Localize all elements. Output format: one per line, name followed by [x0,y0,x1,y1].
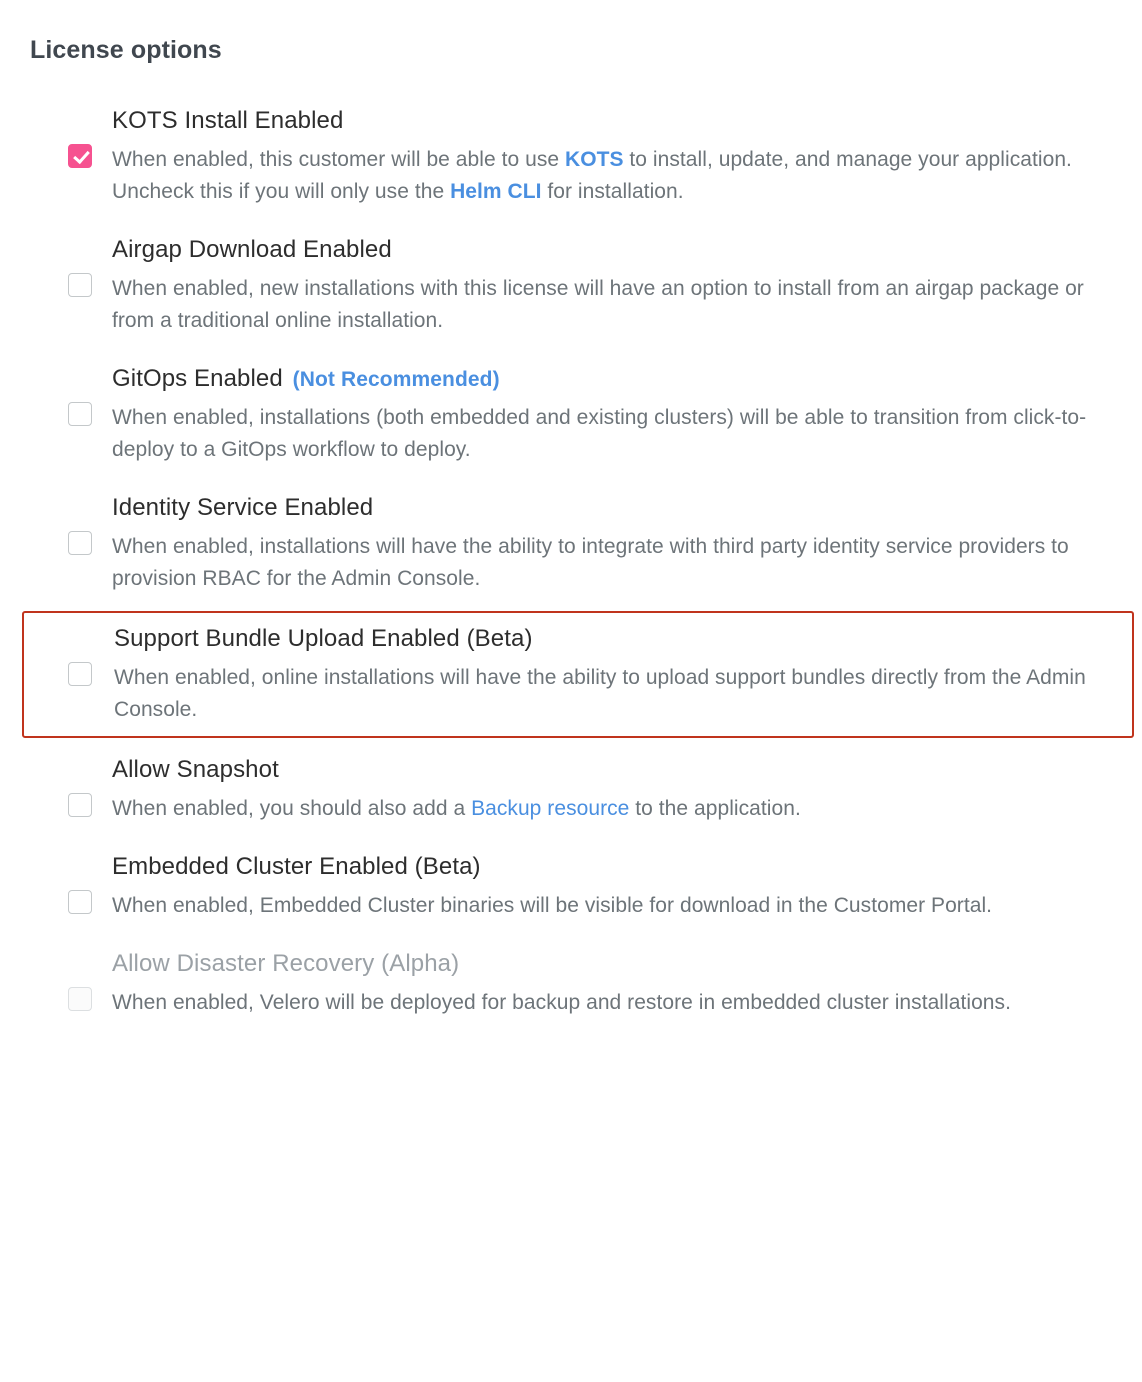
option-title [112,492,1090,523]
option-description-link[interactable]: Helm CLI [450,180,542,204]
option-description [112,144,1090,208]
option-title-text: Allow Disaster Recovery (Alpha) [112,950,460,978]
license-option-support-bundle-upload-enabled[interactable] [22,611,1134,738]
checkbox-kots-install-enabled[interactable] [68,144,92,168]
option-description-text: When enabled, Velero will be deployed for backup and restore in embedded cluster installations. [112,991,1011,1015]
option-title-text: GitOps Enabled [112,365,283,392]
option-title-note: (Not Recommended) [292,368,500,391]
option-description [112,987,1090,1019]
option-description [114,662,1110,726]
checkbox-gitops-enabled[interactable] [68,402,92,426]
option-description [112,890,1090,922]
option-title-text: Identity Service Enabled [112,494,374,521]
option-description-link[interactable]: KOTS [564,148,624,172]
option-description-link[interactable]: Backup resource [471,797,630,821]
option-title [112,754,1090,785]
option-title-text: Allow Snapshot [112,756,279,783]
checkbox-identity-service-enabled[interactable] [68,531,92,555]
option-description-text: for installation. [541,180,684,204]
checkbox-support-bundle-upload-enabled[interactable] [68,662,92,686]
checkbox-embedded-cluster-enabled[interactable] [68,890,92,914]
option-title-text: KOTS Install Enabled [112,107,344,134]
checkbox-allow-snapshot[interactable] [68,793,92,817]
option-description-text: When enabled, online installations will have the ability to upload support bundles directly from the Admin Console. [114,666,1086,722]
option-title-text: Airgap Download Enabled [112,236,392,263]
license-option-gitops-enabled[interactable] [30,353,1112,476]
option-title [112,851,1090,882]
option-description [112,402,1090,466]
option-title [112,363,1090,394]
option-title [112,948,1090,979]
option-description-text: When enabled, new installations with this license will have an option to install from an airgap package or from a traditional online installation. [112,277,1084,333]
license-option-embedded-cluster-enabled[interactable] [30,841,1112,932]
option-description-text: When enabled, Embedded Cluster binaries will be visible for download in the Customer Portal. [112,894,993,918]
option-description-text: When enabled, installations will have the ability to integrate with third party identity service providers to provision RBAC for the Admin Console. [112,535,1069,591]
license-options-list [30,95,1112,1029]
option-title-text: Support Bundle Upload Enabled (Beta) [114,625,533,652]
license-option-allow-disaster-recovery[interactable] [30,938,1112,1029]
option-description-text: to install, update, and manage your application. Uncheck this if you will only use the [112,148,1072,204]
license-option-allow-snapshot[interactable] [30,744,1112,835]
license-option-kots-install-enabled[interactable] [30,95,1112,218]
option-description-text: to the application. [629,797,801,821]
option-description-text: When enabled, you should also add a [112,797,472,821]
checkbox-airgap-download-enabled[interactable] [68,273,92,297]
option-title [114,623,1110,654]
page-title: License options [30,36,222,64]
option-title [112,105,1090,136]
option-title [112,234,1090,265]
option-description [112,273,1090,337]
option-description [112,531,1090,595]
option-description-text: When enabled, this customer will be able to use [112,148,565,172]
checkbox-allow-disaster-recovery [68,987,92,1011]
license-option-identity-service-enabled[interactable] [30,482,1112,605]
option-description-text: When enabled, installations (both embedded and existing clusters) will be able to transition from click-to-deploy to a GitOps workflow to deploy. [112,406,1087,462]
option-title-text: Embedded Cluster Enabled (Beta) [112,853,481,881]
option-description [112,793,1090,825]
license-option-airgap-download-enabled[interactable] [30,224,1112,347]
